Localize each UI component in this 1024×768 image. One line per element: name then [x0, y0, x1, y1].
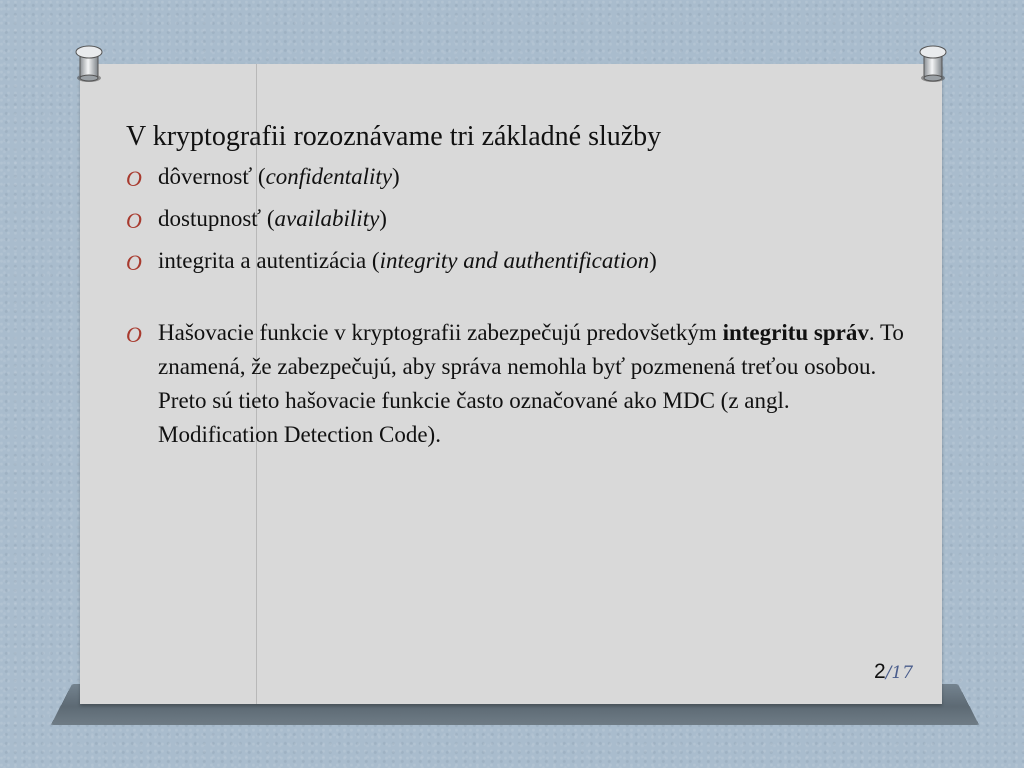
slide-heading: V kryptografii rozoznávame tri základné služby: [126, 121, 662, 152]
page-number: 2: [874, 660, 886, 683]
paragraph-bold: integritu správ: [722, 320, 869, 345]
bullet-list: [126, 160, 906, 452]
pushpin-icon: [72, 42, 106, 84]
paragraph-item: [126, 316, 906, 452]
bullet-close: ): [649, 248, 657, 273]
bullet-marker-icon: O: [126, 166, 142, 191]
page-total: /17: [885, 663, 914, 683]
bullet-term: confidentality: [265, 164, 393, 189]
paragraph-after: . To znamená, že zabezpečujú, aby správa nemohla byť pozmenená treťou osobou. Preto sú tieto hašovacie funkcie často označované ako MDC (z angl. Modification Detection Code).: [158, 320, 904, 447]
page-indicator: [874, 660, 913, 684]
list-item: [126, 160, 906, 194]
bullet-term: availability: [274, 206, 380, 231]
bullet-close: ): [379, 206, 387, 231]
list-item: [126, 244, 906, 278]
bullet-text: dôvernosť (: [158, 164, 266, 189]
bullet-text: dostupnosť (: [158, 206, 275, 231]
paragraph-text: [158, 316, 906, 452]
bullet-marker-icon: O: [126, 208, 142, 233]
bullet-close: ): [392, 164, 400, 189]
slide-content: [126, 118, 906, 460]
paragraph-before: Hašovacie funkcie v kryptografii zabezpečujú predovšetkým: [158, 320, 723, 345]
bullet-text: integrita a autentizácia (: [158, 248, 380, 273]
list-item: [126, 202, 906, 236]
bullet-marker-icon: O: [126, 322, 142, 347]
bullet-marker-icon: O: [126, 250, 142, 275]
pushpin-icon: [916, 42, 950, 84]
bullet-term: integrity and authentification: [379, 248, 650, 273]
